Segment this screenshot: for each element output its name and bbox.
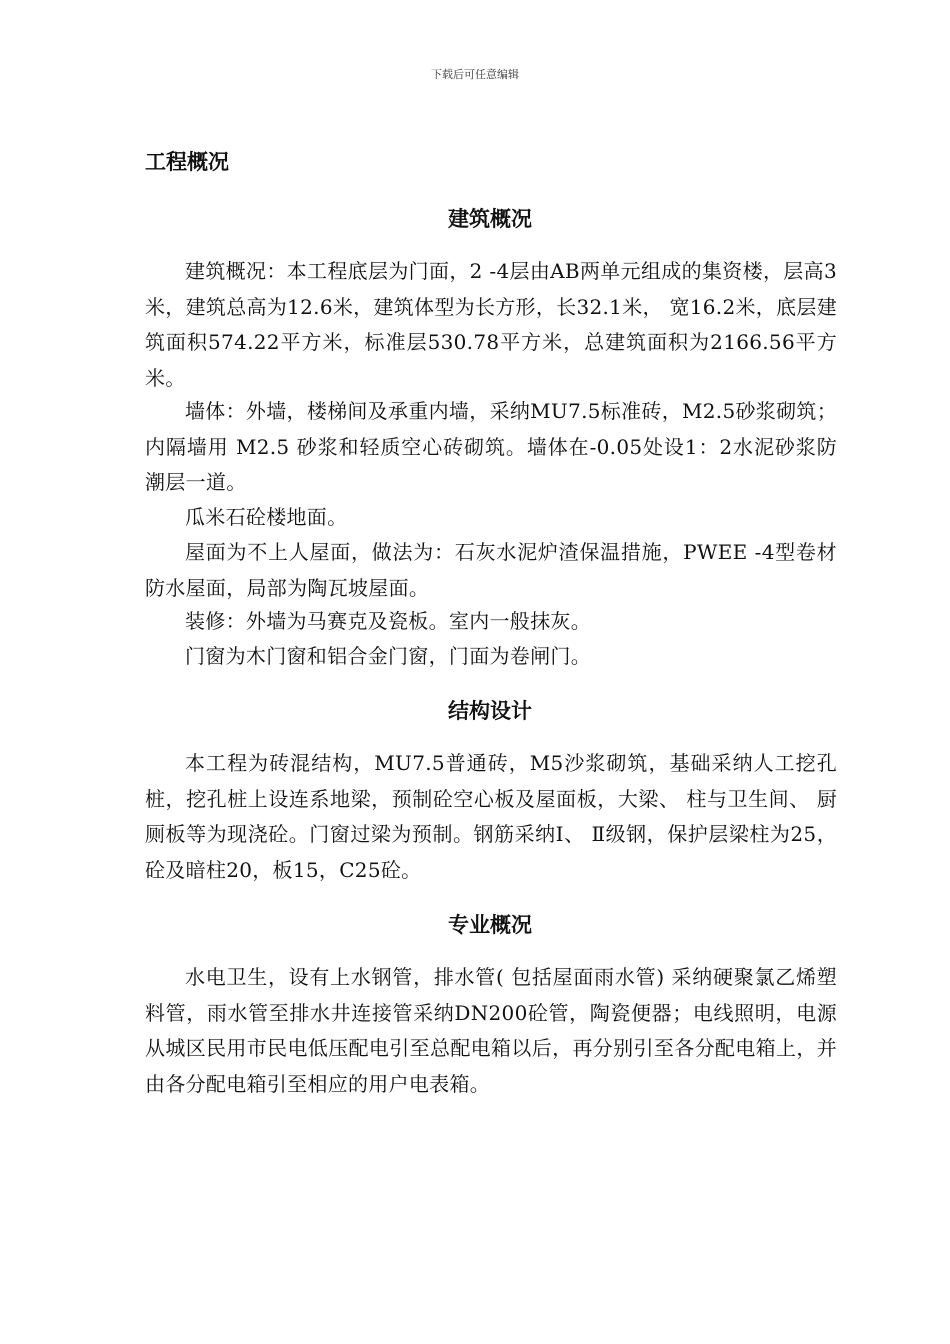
document-title: 工程概况 — [145, 150, 229, 174]
paragraph-specialty: 水电卫生，设有上水钢管，排水管( 包括屋面雨水管) 采纳硬聚氯乙烯塑料管，雨水管至排水井连接管采纳DN200砼管，陶瓷便器；电线照明，电源从城区民用市民电低压配电引至总配电箱以后，再分别引至各分配电箱上，并由各分配电箱引至相应的用户电表箱。 — [145, 965, 837, 1096]
paragraph-decoration: 装修：外墙为马赛克及瓷板。室内一般抹灰。 — [185, 609, 591, 633]
paragraph-architecture-overview: 建筑概况：本工程底层为门面，2 -4层由AB两单元组成的集资楼，层高3米，建筑总高为12.6米，建筑体型为长方形，长32.1米， 宽16.2米，底层建筑面积574.22平方米，标准层530.78平方米，总建筑面积为2166.56平方米。 — [145, 259, 837, 390]
paragraph-walls: 墙体：外墙，楼梯间及承重内墙，采纳MU7.5标准砖，M2.5砂浆砌筑；内隔墙用 M2.5 砂浆和轻质空心砖砌筑。墙体在-0.05处设1：2水泥砂浆防潮层一道。 — [145, 399, 837, 494]
paragraph-roof: 屋面为不上人屋面，做法为：石灰水泥炉渣保温措施，PWEE -4型卷材防水屋面，局部为陶瓦坡屋面。 — [145, 540, 837, 600]
paragraph-floor: 瓜米石砼楼地面。 — [185, 505, 348, 529]
section-title-structure: 结构设计 — [448, 699, 532, 723]
section-title-architecture: 建筑概况 — [448, 207, 532, 231]
header-note: 下载后可任意编辑 — [431, 68, 519, 81]
paragraph-structure: 本工程为砖混结构，MU7.5普通砖，M5沙浆砌筑，基础采纳人工挖孔桩，挖孔桩上设连系地梁，预制砼空心板及屋面板，大梁、 柱与卫生间、 厨厕板等为现浇砼。门窗过梁为预制。钢筋采纳Ⅰ、 Ⅱ级钢，保护层梁柱为25，砼及暗柱20，板15，C25砼。 — [145, 751, 837, 882]
section-title-specialty: 专业概况 — [448, 913, 532, 937]
paragraph-doors-windows: 门窗为木门窗和铝合金门窗，门面为卷闸门。 — [185, 644, 591, 668]
